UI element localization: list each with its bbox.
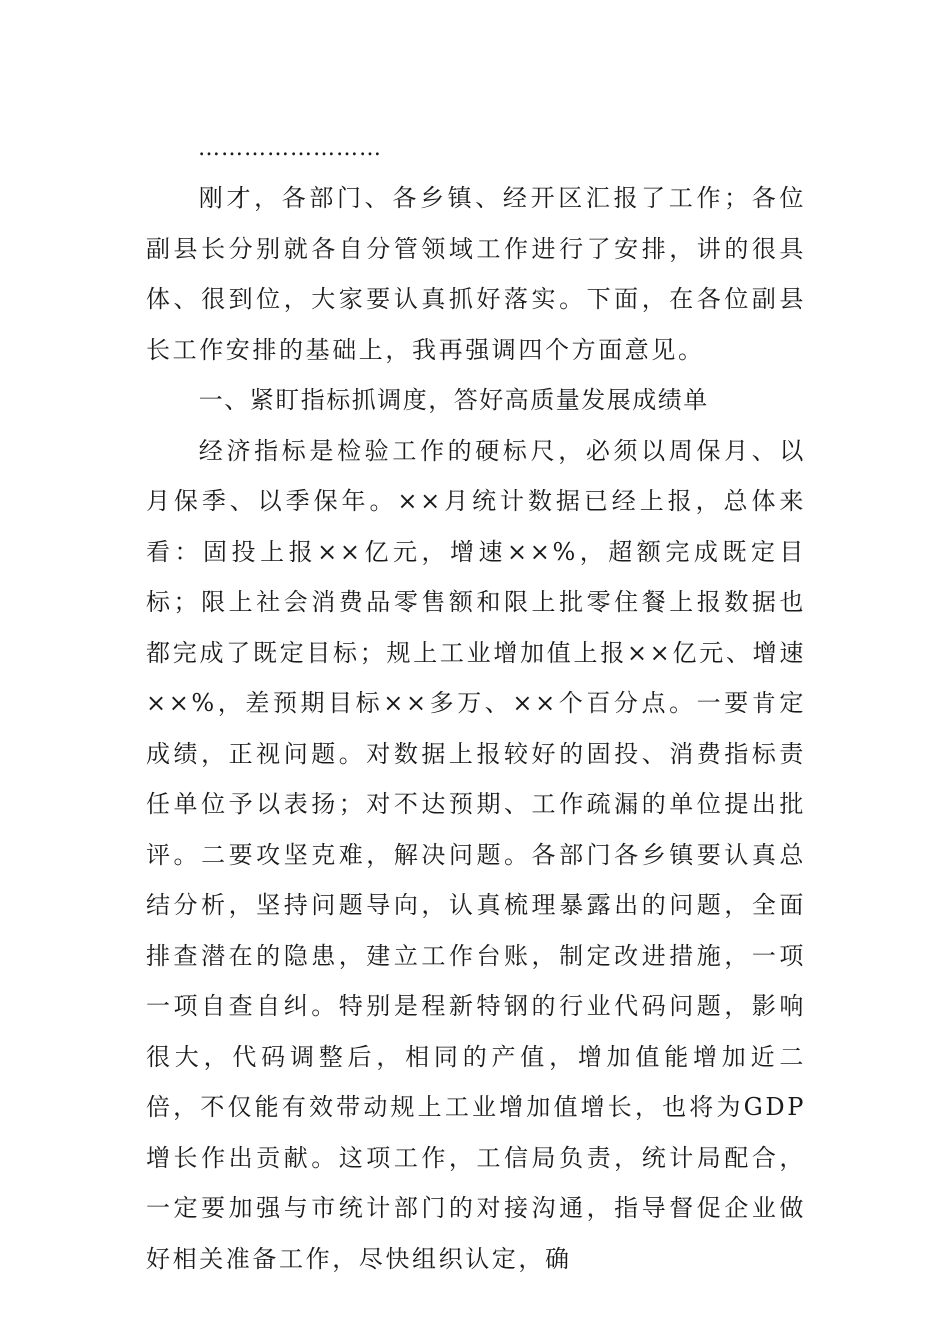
opening-paragraph: 刚才，各部门、各乡镇、经开区汇报了工作；各位副县长分别就各自分管领域工作进行了安排，讲的很具体、很到位，大家要认真抓好落实。下面，在各位副县长工作安排的基础上，我再强调四个方面意见。: [146, 184, 806, 364]
section-body-1: 经济指标是检验工作的硬标尺，必须以周保月、以月保季、以季保年。××月统计数据已经上报，总体来看：固投上报××亿元，增速××%，超额完成既定目标；限上社会消费品零售额和限上批零住餐上报数据也都完成了既定目标；规上工业增加值上报××亿元、增速××%，差预期目标××多万、××个百分点。一要肯定成绩，正视问题。对数据上报较好的固投、消费指标责任单位予以表扬；对不达预期、工作疏漏的单位提出批评。二要攻坚克难，解决问题。各部门各乡镇要认真总结分析，坚持问题导向，认真梳理暴露出的问题，全面排查潜在的隐患，建立工作台账，制定改进措施，一项一项自查自纠。特别是程新特钢的行业代码问题，影响很大，代码调整后，相同的产值，增加值能增加近二倍，不仅能有效带动规上工业增加值增长，也将为GDP增长作出贡献。这项工作，工信局负责，统计局配合，一定要加强与市统计部门的对接沟通，指导督促企业做好相关准备工作，尽快组织认定，确: [146, 436, 806, 1273]
ellipsis-line: ……………………: [198, 136, 382, 161]
section-heading-1: 一、紧盯指标抓调度，答好高质量发展成绩单: [198, 386, 709, 414]
document-page: [146, 125, 806, 1284]
